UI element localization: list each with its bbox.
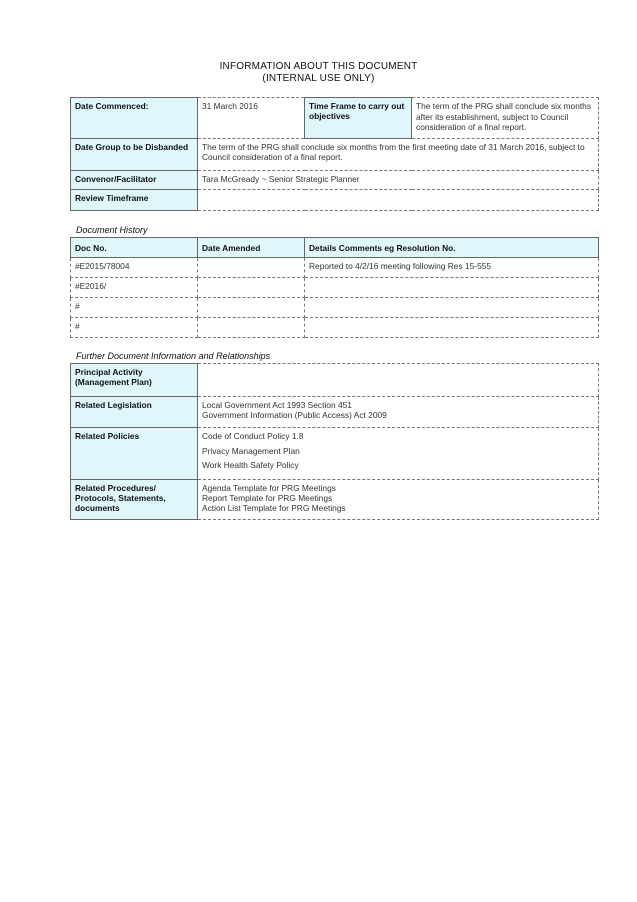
history-details-cell: [305, 278, 599, 298]
review-label: Review Timeframe: [71, 190, 198, 211]
policies-label: Related Policies: [71, 428, 198, 480]
timeframe-label: Time Frame to carry out objectives: [305, 98, 412, 139]
list-item: Agenda Template for PRG Meetings: [202, 483, 336, 493]
principal-value: [198, 364, 599, 397]
table-row: [71, 298, 599, 318]
convenor-value: Tara McGready ~ Senior Strategic Planner: [198, 171, 599, 190]
history-date-cell: [198, 258, 305, 278]
history-date-cell: [198, 318, 305, 338]
principal-label: Principal Activity (Management Plan): [71, 364, 198, 397]
history-col-details: Details Comments eg Resolution No.: [305, 238, 599, 258]
history-table: [70, 237, 599, 338]
history-doc-cell: #E2015/78004: [71, 258, 198, 278]
list-item: Local Government Act 1993 Section 451: [202, 400, 352, 410]
list-item: Code of Conduct Policy 1.8: [202, 431, 304, 441]
list-item: Privacy Management Plan: [202, 445, 300, 456]
history-details-cell: [305, 318, 599, 338]
history-details-cell: [305, 298, 599, 318]
review-value: [198, 190, 599, 211]
disband-value: The term of the PRG shall conclude six months from the first meeting date of 31 March 2016, subject to Council consideration of a final report.: [198, 139, 599, 171]
further-table: [70, 363, 599, 520]
procedures-value: [198, 480, 599, 520]
document-title: [0, 61, 637, 85]
title-line-1: INFORMATION ABOUT THIS DOCUMENT: [219, 61, 418, 72]
date-commenced-label: Date Commenced:: [71, 98, 198, 139]
list-item: Work Health Safety Policy: [202, 460, 299, 471]
list-item: Report Template for PRG Meetings: [202, 493, 333, 504]
list-item: Government Information (Public Access) Act 2009: [202, 410, 387, 421]
history-title: Document History: [76, 225, 148, 235]
title-line-2: (INTERNAL USE ONLY): [262, 73, 375, 84]
history-doc-cell: #: [71, 318, 198, 338]
list-item: Action List Template for PRG Meetings: [202, 503, 346, 514]
legislation-label: Related Legislation: [71, 397, 198, 428]
timeframe-value: The term of the PRG shall conclude six months after its establishment, subject to Council consideration of a final report.: [412, 98, 599, 139]
table-row: [71, 258, 599, 278]
history-doc-cell: #E2016/: [71, 278, 198, 298]
policies-value: [198, 428, 599, 480]
procedures-label: Related Procedures/ Protocols, Statements, documents: [71, 480, 198, 520]
history-col-date: Date Amended: [198, 238, 305, 258]
history-date-cell: [198, 298, 305, 318]
history-doc-cell: #: [71, 298, 198, 318]
disband-label: Date Group to be Disbanded: [71, 139, 198, 171]
history-date-cell: [198, 278, 305, 298]
further-title: Further Document Information and Relationships: [76, 351, 271, 361]
info-table: [70, 97, 599, 211]
convenor-label: Convenor/Facilitator: [71, 171, 198, 190]
history-details-cell: Reported to 4/2/16 meeting following Res 15-555: [305, 258, 599, 278]
table-row: [71, 278, 599, 298]
table-row: [71, 318, 599, 338]
history-col-doc: Doc No.: [71, 238, 198, 258]
date-commenced-value: 31 March 2016: [198, 98, 305, 139]
legislation-value: [198, 397, 599, 428]
